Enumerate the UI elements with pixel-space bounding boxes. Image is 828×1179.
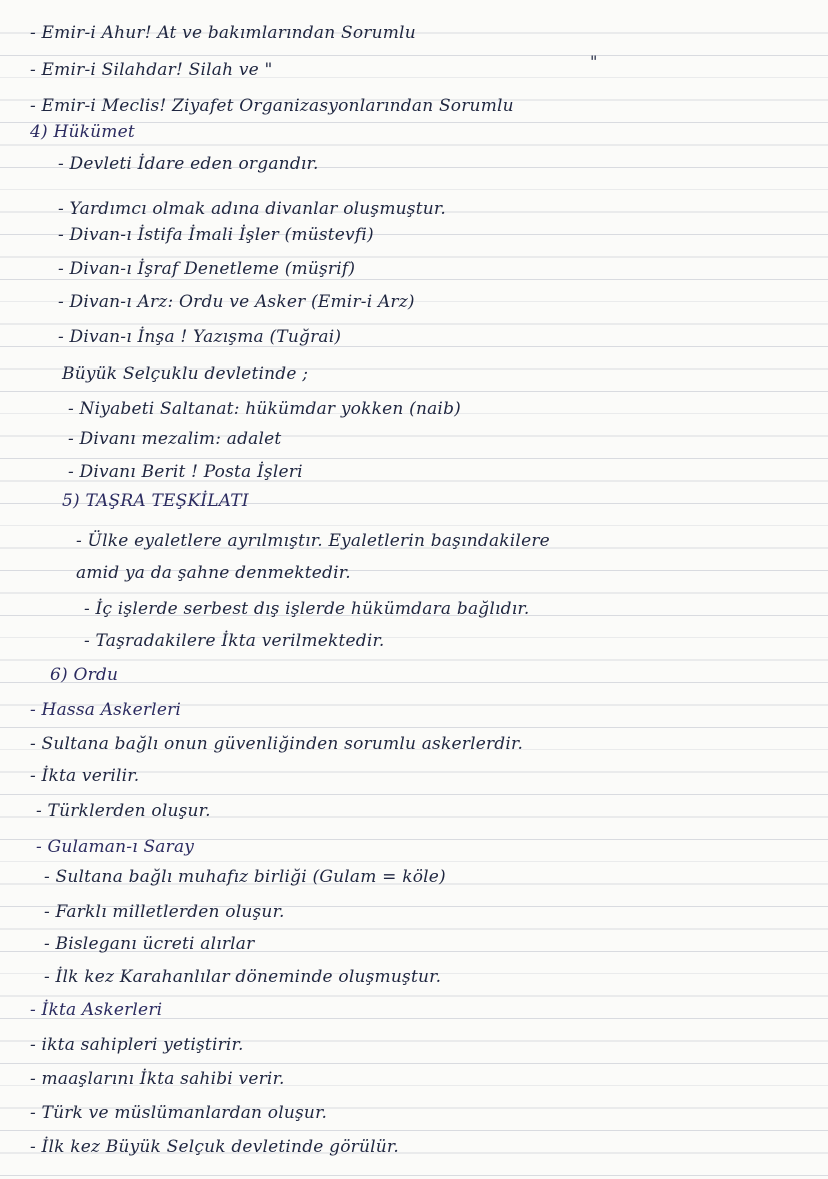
note-line-5: - Devleti İdare eden organdır. [58, 154, 319, 174]
note-line-10: - Divan-ı İnşa ! Yazışma (Tuğrai) [58, 327, 342, 347]
note-line-23: - İkta verilir. [30, 766, 140, 786]
note-line-18: - İç işlerde serbest dış işlerde hükümdara bağlıdır. [84, 599, 530, 619]
note-line-19: - Taşradakilere İkta verilmektedir. [84, 631, 385, 651]
subheading-gulaman-saray: - Gulaman-ı Saray [36, 837, 195, 857]
note-line-29: - İlk kez Karahanlılar döneminde oluşmuştur. [44, 967, 442, 987]
note-line-16: - Ülke eyaletlere ayrılmıştır. Eyaletlerin başındakilere [76, 531, 550, 551]
note-line-3: - Emir-i Meclis! Ziyafet Organizasyonlarından Sorumlu [30, 96, 514, 116]
subheading-hassa-askerleri: - Hassa Askerleri [30, 700, 182, 720]
section-heading-tasra: 5) TAŞRA TEŞKİLATI [62, 491, 249, 511]
ditto-mark: " [590, 52, 598, 71]
note-line-13: - Divanı mezalim: adalet [68, 429, 282, 449]
note-line-34: - İlk kez Büyük Selçuk devletinde görülür. [30, 1137, 399, 1157]
note-line-31: - ikta sahipleri yetiştirir. [30, 1035, 244, 1055]
note-line-2: - Emir-i Silahdar! Silah ve " [30, 60, 273, 80]
note-line-26: - Sultana bağlı muhafız birliği (Gulam = köle) [44, 867, 446, 887]
note-line-1: - Emir-i Ahur! At ve bakımlarından Sorumlu [30, 23, 416, 43]
note-line-24: - Türklerden oluşur. [36, 801, 211, 821]
note-line-14: - Divanı Berit ! Posta İşleri [68, 462, 303, 482]
note-line-9: - Divan-ı Arz: Ordu ve Asker (Emir-i Arz) [58, 292, 415, 312]
section-heading-hukumet: 4) Hükümet [30, 122, 135, 142]
note-line-27: - Farklı milletlerden oluşur. [44, 902, 285, 922]
note-line-17: amid ya da şahne denmektedir. [76, 563, 351, 583]
note-line-28: - Bisleganı ücreti alırlar [44, 934, 255, 954]
note-line-22: - Sultana bağlı onun güvenliğinden sorumlu askerlerdir. [30, 734, 524, 754]
note-line-33: - Türk ve müslümanlardan oluşur. [30, 1103, 328, 1123]
section-heading-ordu: 6) Ordu [50, 665, 119, 685]
note-line-8: - Divan-ı İşraf Denetleme (müşrif) [58, 259, 356, 279]
note-line-11: Büyük Selçuklu devletinde ; [62, 364, 309, 384]
note-line-12: - Niyabeti Saltanat: hükümdar yokken (naib) [68, 399, 461, 419]
note-line-6: - Yardımcı olmak adına divanlar oluşmuştur. [58, 199, 446, 219]
note-line-32: - maaşlarını İkta sahibi verir. [30, 1069, 285, 1089]
note-line-7: - Divan-ı İstifa İmali İşler (müstevfi) [58, 225, 374, 245]
subheading-ikta-askerleri: - İkta Askerleri [30, 1000, 163, 1020]
